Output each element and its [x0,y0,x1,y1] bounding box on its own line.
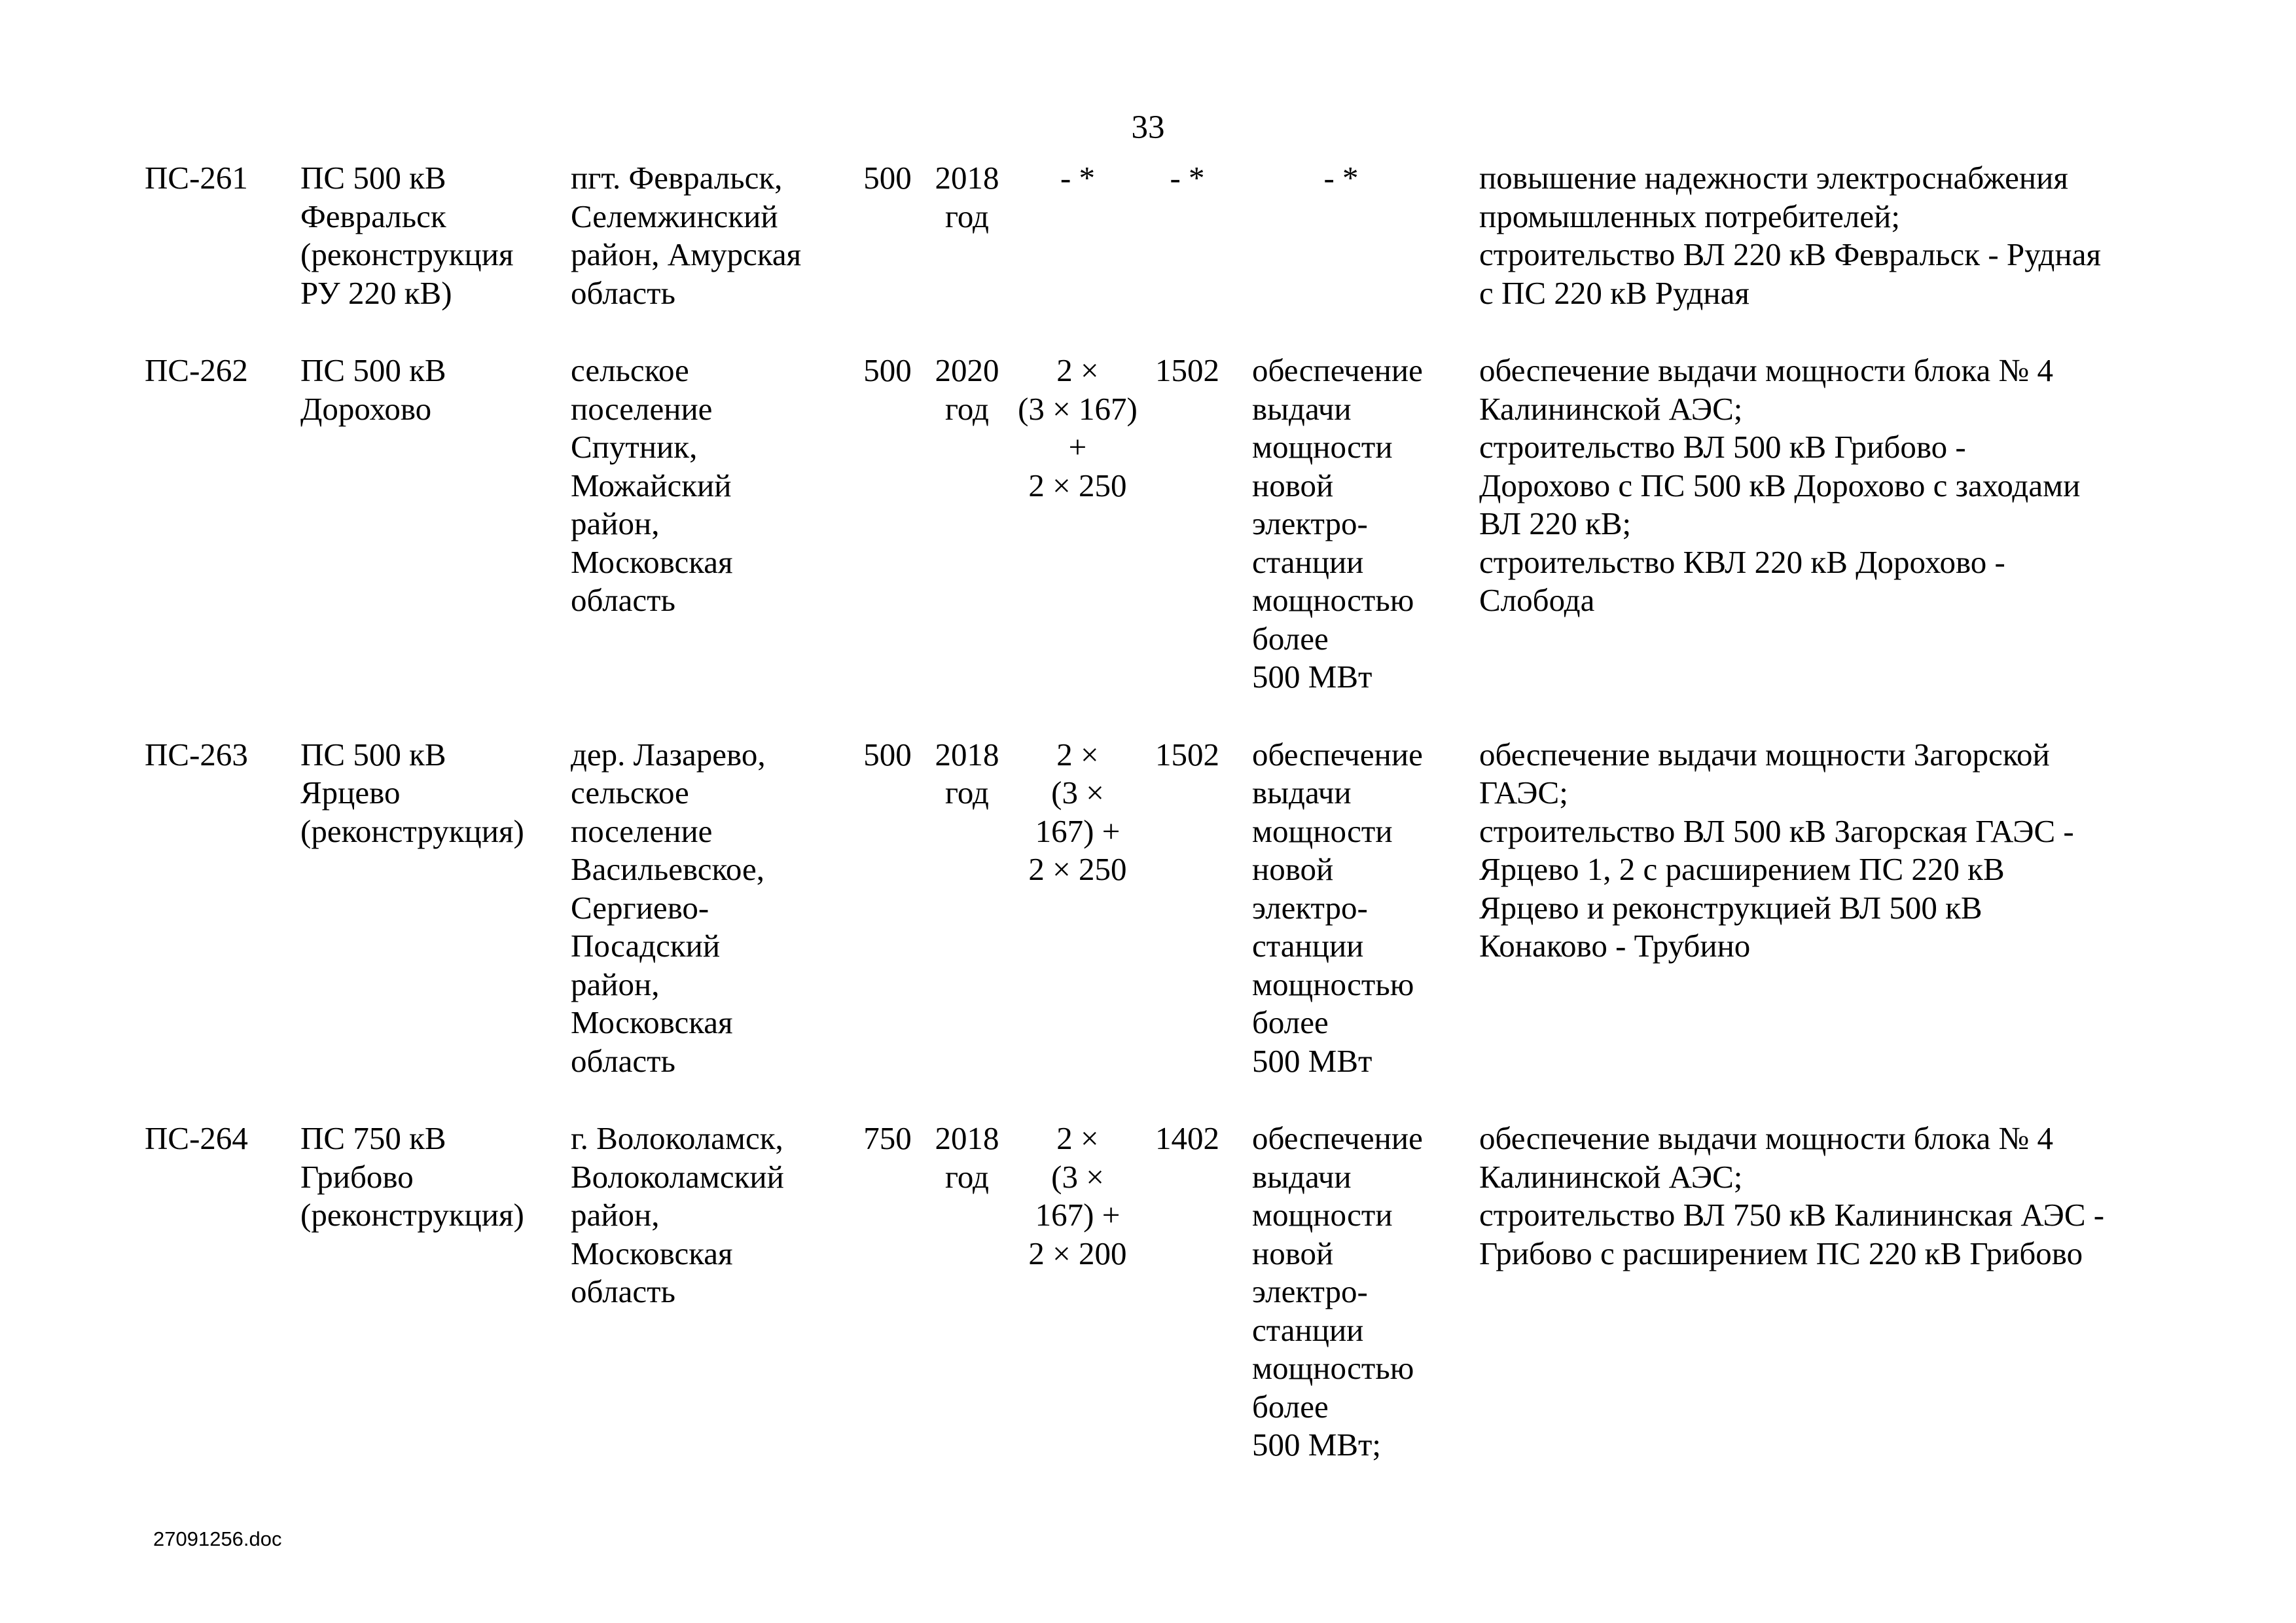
transformer-config: 2 × (3 × 167) + 2 × 200 [1028,1120,1127,1271]
table-row [145,736,2134,1120]
substation-location: сельское поселение Спутник, Можайский район, Московская область [571,352,733,618]
substation-code: ПС-261 [145,160,248,196]
power-value: 1502 [1155,736,1219,773]
page-number: 33 [1131,109,1165,146]
purpose-text: обеспечение выдачи мощности блока № 4 Калининской АЭС; строительство ВЛ 500 кВ Грибово - Дорохово с ПС 500 кВ Дорохово с заходами ВЛ 220 кВ; строительство КВЛ 220 кВ Дорохово - Слобода [1479,352,2081,618]
commissioning-year: 2018 год [935,736,999,811]
commissioning-year: 2020 год [935,352,999,427]
voltage-value: 750 [863,1120,912,1156]
purpose-text: обеспечение выдачи мощности блока № 4 Калининской АЭС; строительство ВЛ 750 кВ Калининская АЭС - Грибово с расширением ПС 220 кВ Грибово [1479,1120,2105,1271]
table-row [145,1120,2134,1504]
substation-name: ПС 500 кВ Дорохово [300,352,446,427]
commissioning-year: 2018 год [935,1120,999,1195]
reason-text: обеспечение выдачи мощности новой электро- станции мощностью более 500 МВт [1252,352,1423,695]
substation-location: дер. Лазарево, сельское поселение Васильевское, Сергиево- Посадский район, Московская область [571,736,766,1079]
substation-code: ПС-262 [145,352,248,388]
transformer-config: - * [1060,160,1096,196]
substation-location: пгт. Февральск, Селемжинский район, Амурская область [571,160,802,311]
substation-name: ПС 500 кВ Ярцево (реконструкция) [300,736,524,849]
transformer-config: 2 × (3 × 167) + 2 × 250 [1028,736,1127,887]
voltage-value: 500 [863,352,912,388]
substation-table [145,159,2134,1504]
footer-filename: 27091256.doc [153,1527,282,1550]
reason-text: обеспечение выдачи мощности новой электро- станции мощностью более 500 МВт; [1252,1120,1423,1463]
power-value: - * [1170,160,1205,196]
voltage-value: 500 [863,160,912,196]
purpose-text: обеспечение выдачи мощности Загорской ГАЭС; строительство ВЛ 500 кВ Загорская ГАЭС - Ярцево 1, 2 с расширением ПС 220 кВ Ярцево и реконструкцией ВЛ 500 кВ Конаково - Трубино [1479,736,2074,964]
substation-name: ПС 750 кВ Грибово (реконструкция) [300,1120,524,1233]
substation-code: ПС-263 [145,736,248,773]
substation-location: г. Волоколамск, Волоколамский район, Московская область [571,1120,784,1309]
commissioning-year: 2018 год [935,160,999,234]
substation-code: ПС-264 [145,1120,248,1156]
table-row [145,352,2134,736]
reason-text: обеспечение выдачи мощности новой электро- станции мощностью более 500 МВт [1252,736,1423,1079]
purpose-text: повышение надежности электроснабжения промышленных потребителей; строительство ВЛ 220 кВ Февральск - Рудная с ПС 220 кВ Рудная [1479,160,2101,311]
voltage-value: 500 [863,736,912,773]
table-row [145,159,2134,352]
power-value: 1402 [1155,1120,1219,1156]
transformer-config: 2 × (3 × 167) + 2 × 250 [1018,352,1138,503]
substation-name: ПС 500 кВ Февральск (реконструкция РУ 220 кВ) [300,160,514,311]
reason-text: - * [1323,160,1359,196]
power-value: 1502 [1155,352,1219,388]
